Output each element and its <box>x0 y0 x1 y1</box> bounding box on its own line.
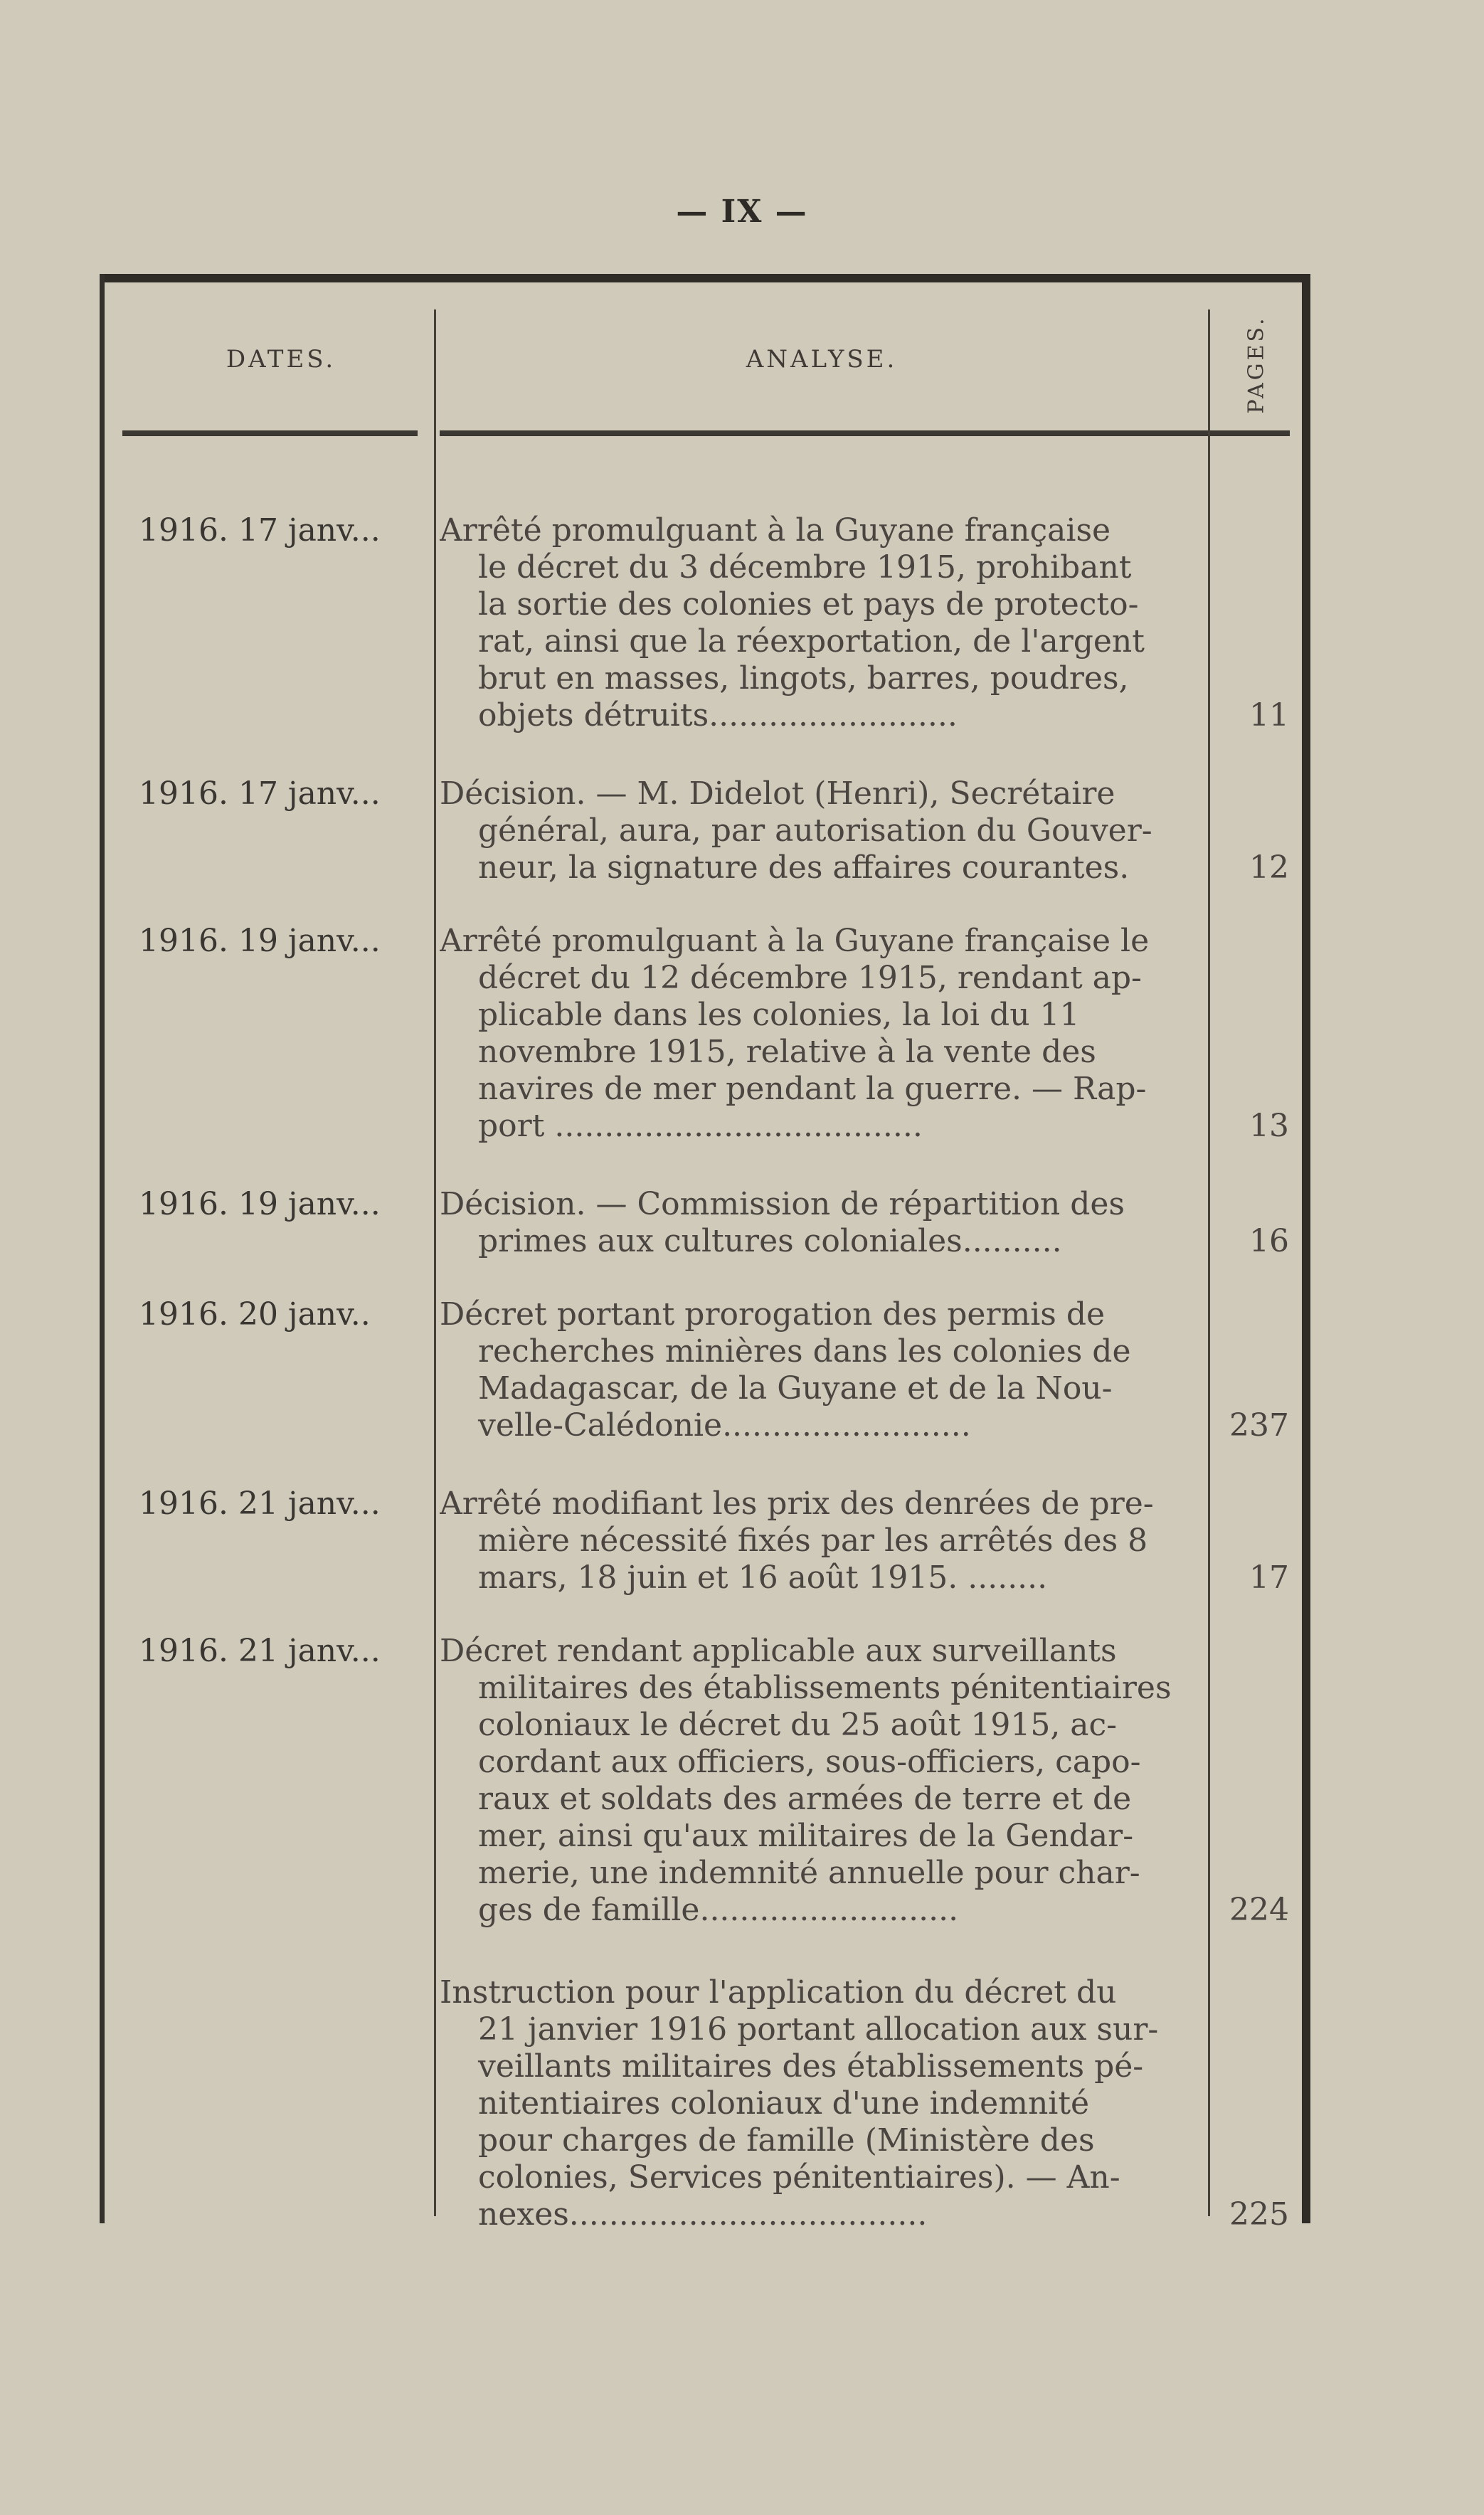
page-reference: 11 <box>1249 697 1289 734</box>
table-row <box>100 1186 1309 1260</box>
header-pages-box <box>1217 297 1296 432</box>
analysis-line: port ..................................... <box>478 1108 923 1144</box>
entry-date: 1916. 19 janv... <box>139 923 381 959</box>
page-reference: 225 <box>1229 2196 1289 2233</box>
analysis-line: recherches minières dans les colonies de <box>478 1333 1131 1370</box>
analysis-line: ges de famille.......................... <box>478 1892 959 1928</box>
page-number: — IX — <box>676 194 808 230</box>
analysis-line: décret du 12 décembre 1915, rendant ap- <box>478 960 1142 996</box>
analysis-line: général, aura, par autorisation du Gouver- <box>478 812 1152 849</box>
analysis-line: militaires des établissements pénitentiaires <box>478 1670 1172 1706</box>
analysis-line: Arrêté promulguant à la Guyane française le <box>440 923 1150 959</box>
header-analysis: ANALYSE. <box>746 345 898 374</box>
entry-date: 1916. 19 janv... <box>139 1186 381 1222</box>
entry-date: 1916. 21 janv... <box>139 1633 381 1669</box>
analysis-line: plicable dans les colonies, la loi du 11 <box>478 997 1080 1033</box>
analysis-line: nitentiaires coloniaux d'une indemnité <box>478 2085 1090 2122</box>
analysis-line: Instruction pour l'application du décret du <box>440 1974 1117 2011</box>
analysis-line: objets détruits......................... <box>478 697 958 734</box>
analysis-line: le décret du 3 décembre 1915, prohibant <box>478 549 1132 586</box>
entry-date: 1916. 17 janv... <box>139 512 381 549</box>
analysis-line: colonies, Services pénitentiaires). — An- <box>478 2159 1120 2196</box>
header-rule-analysis <box>440 430 1290 436</box>
analysis-line: pour charges de famille (Ministère des <box>478 2122 1095 2159</box>
page-reference: 224 <box>1229 1892 1289 1928</box>
table-row <box>100 1296 1309 1444</box>
header-rule-dates <box>122 430 418 436</box>
table-top-rule <box>100 274 1309 282</box>
analysis-line: novembre 1915, relative à la vente des <box>478 1034 1096 1070</box>
analysis-line: Arrêté promulguant à la Guyane française <box>440 512 1111 549</box>
entry-analysis <box>440 1296 1304 1444</box>
analysis-line: velle-Calédonie......................... <box>478 1407 971 1444</box>
page-reference: 16 <box>1249 1223 1289 1259</box>
page-reference: 12 <box>1249 849 1289 886</box>
page-reference: 237 <box>1229 1407 1289 1444</box>
analysis-line: la sortie des colonies et pays de protecto- <box>478 586 1139 623</box>
analysis-line: Décision. — Commission de répartition des <box>440 1186 1125 1222</box>
analysis-line: merie, une indemnité annuelle pour char- <box>478 1855 1140 1891</box>
analysis-line: rat, ainsi que la réexportation, de l'argent <box>478 623 1145 660</box>
analysis-line: neur, la signature des affaires courantes. <box>478 849 1130 886</box>
entry-analysis <box>440 923 1304 1145</box>
analysis-line: Madagascar, de la Guyane et de la Nou- <box>478 1370 1113 1407</box>
entry-analysis <box>440 1186 1304 1260</box>
index-table <box>100 274 1309 2233</box>
analysis-line: Décret portant prorogation des permis de <box>440 1296 1106 1333</box>
analysis-line: Arrêté modifiant les prix des denrées de pre- <box>440 1486 1154 1522</box>
entry-analysis <box>440 1486 1304 1597</box>
entry-analysis <box>440 775 1304 886</box>
table-row <box>100 923 1309 1145</box>
analysis-line: 21 janvier 1916 portant allocation aux sur- <box>478 2011 1159 2048</box>
analysis-line: mière nécessité fixés par les arrêtés des 8 <box>478 1523 1148 1559</box>
page-reference: 17 <box>1249 1560 1289 1596</box>
analysis-line: coloniaux le décret du 25 août 1915, ac- <box>478 1707 1118 1743</box>
table-row <box>100 1974 1309 2233</box>
entry-analysis <box>440 1633 1304 1929</box>
entry-analysis <box>440 512 1304 734</box>
table-row <box>100 1633 1309 1929</box>
analysis-line: brut en masses, lingots, barres, poudres, <box>478 660 1129 697</box>
page-reference: 13 <box>1249 1108 1289 1144</box>
table-row <box>100 1486 1309 1597</box>
entry-date: 1916. 17 janv... <box>139 775 381 812</box>
table-row <box>100 512 1309 734</box>
table-row <box>100 775 1309 886</box>
analysis-line: navires de mer pendant la guerre. — Rap- <box>478 1071 1147 1107</box>
analysis-line: nexes.................................... <box>478 2196 928 2233</box>
analysis-line: Décret rendant applicable aux surveillants <box>440 1633 1117 1669</box>
analysis-line: Décision. — M. Didelot (Henri), Secrétaire <box>440 775 1115 812</box>
analysis-line: cordant aux officiers, sous-officiers, capo- <box>478 1744 1141 1780</box>
header-dates: DATES. <box>226 345 336 374</box>
analysis-line: mer, ainsi qu'aux militaires de la Gendar- <box>478 1818 1134 1854</box>
analysis-line: mars, 18 juin et 16 août 1915. ........ <box>478 1560 1048 1596</box>
entry-date: 1916. 21 janv... <box>139 1486 381 1522</box>
analysis-line: raux et soldats des armées de terre et de <box>478 1781 1132 1817</box>
header-pages: PAGES. <box>1244 315 1269 413</box>
entry-analysis <box>440 1974 1304 2233</box>
analysis-line: primes aux cultures coloniales.......... <box>478 1223 1062 1259</box>
analysis-line: veillants militaires des établissements pé- <box>478 2048 1144 2085</box>
entry-date: 1916. 20 janv.. <box>139 1296 371 1333</box>
